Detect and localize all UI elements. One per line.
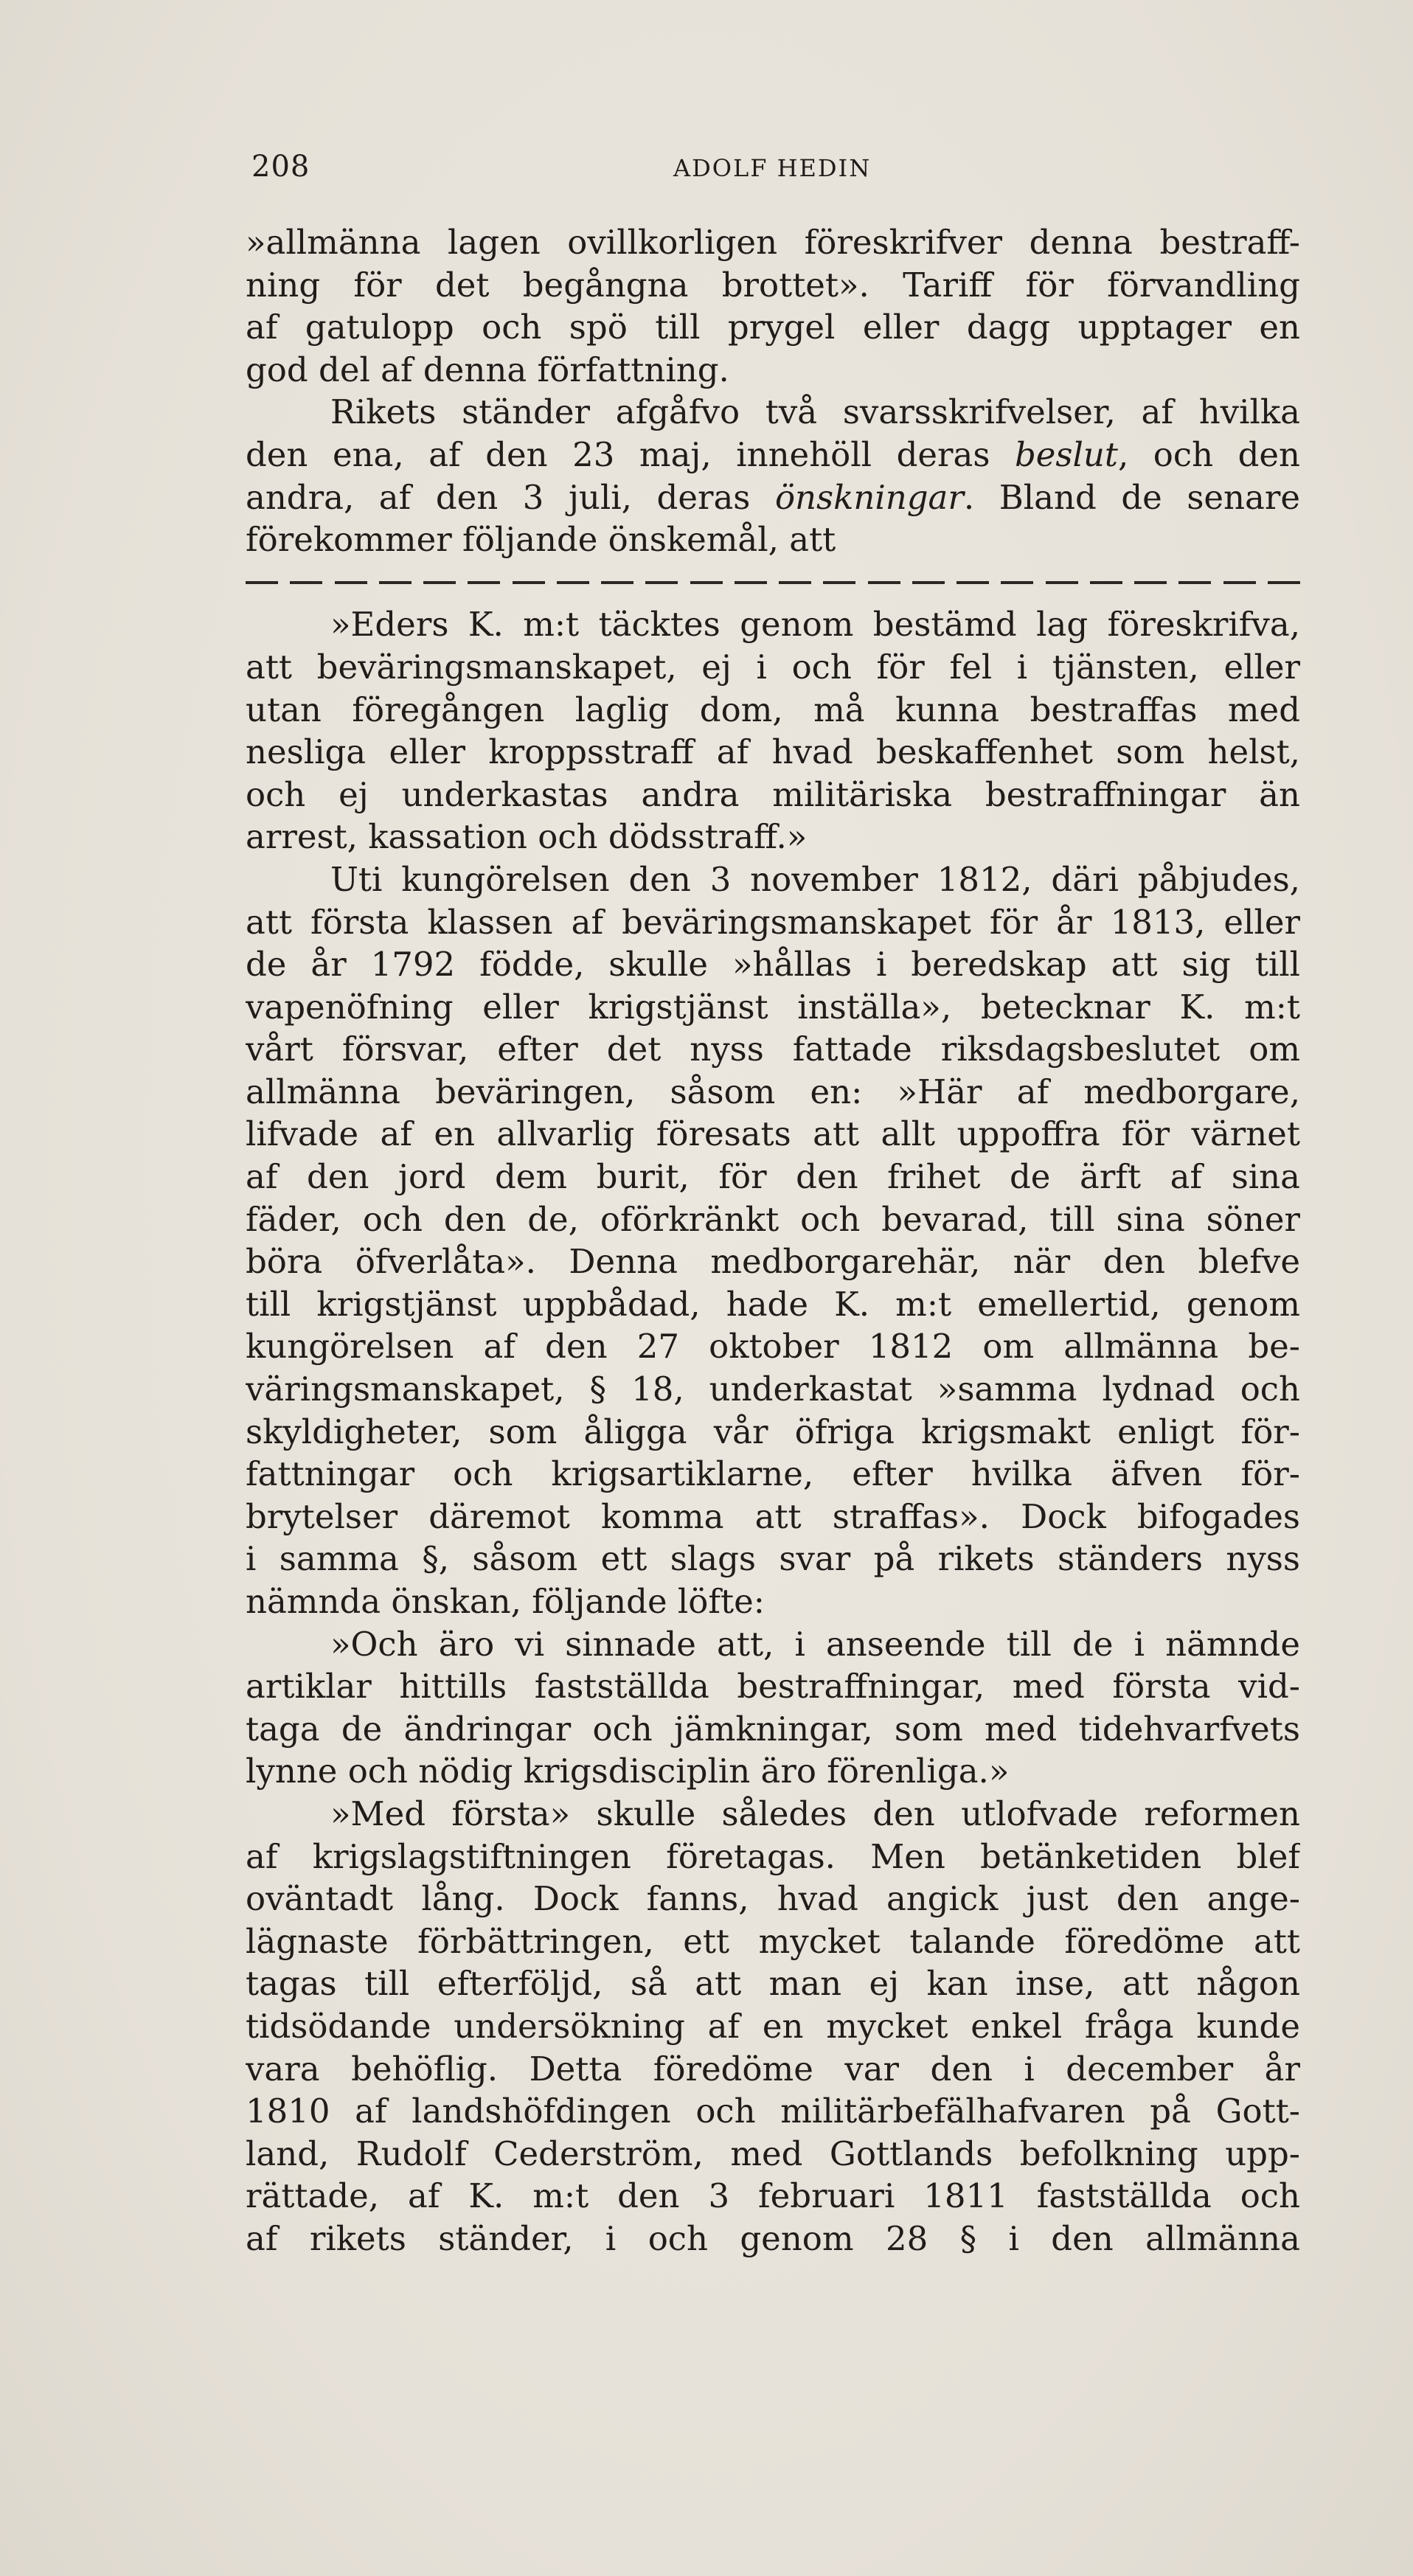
- text-line: ning för det begångna brottet». Tariff för förvandling: [246, 265, 1300, 305]
- dash: [1178, 581, 1211, 584]
- text-line: nesliga eller kroppsstraff af hvad beskaffenhet som helst,: [246, 732, 1300, 772]
- dash: [601, 581, 633, 584]
- dash: [1223, 581, 1256, 584]
- text-line: taga de ändringar och jämkningar, som med tidehvarfvets: [246, 1709, 1300, 1749]
- dash: [1268, 581, 1300, 584]
- text-line: lynne och nödig krigsdisciplin äro förenliga.»: [246, 1752, 1010, 1791]
- text-line: arrest, kassation och dödsstraff.»: [246, 817, 808, 857]
- dash: [1001, 581, 1033, 584]
- omission-dash-line: [246, 561, 1300, 604]
- text-line: af rikets ständer, i och genom 28 § i den allmänna: [246, 2218, 1300, 2258]
- text-line: fäder, och den de, oförkränkt och bevarad, till sina söner: [246, 1199, 1300, 1239]
- text-line: de år 1792 födde, skulle »hållas i beredskap att sig till: [246, 945, 1300, 985]
- text-line: i samma §, såsom ett slags svar på rikets ständers nyss: [246, 1539, 1300, 1579]
- dash: [823, 581, 855, 584]
- dash: [379, 581, 412, 584]
- text-line: förekommer följande önskemål, att: [246, 520, 836, 560]
- text-line: brytelser däremot komma att straffas». Dock bifogades: [246, 1496, 1300, 1536]
- running-head: ADOLF HEDIN: [673, 154, 872, 182]
- text-line: tagas till efterföljd, så att man ej kan inse, att någon: [246, 1964, 1300, 2004]
- dash: [645, 581, 678, 584]
- text-line: vapenöfning eller krigstjänst inställa», betecknar K. m:t: [246, 987, 1300, 1027]
- text-line: skyldigheter, som åligga vår öfriga krigsmakt enligt för-: [246, 1412, 1300, 1451]
- text-line: till krigstjänst uppbådad, hade K. m:t emellertid, genom: [246, 1284, 1300, 1324]
- text-line: af gatulopp och spö till prygel eller dagg upptager en: [246, 308, 1300, 347]
- dash: [1046, 581, 1078, 584]
- text-line: »Med första» skulle således den utlofvade reformen: [330, 1794, 1300, 1833]
- dash: [557, 581, 589, 584]
- text-line: lägnaste förbättringen, ett mycket talande föredöme att: [246, 1921, 1300, 1961]
- text-line: och ej underkastas andra militäriska bestraffningar än: [246, 774, 1300, 814]
- dash: [246, 581, 278, 584]
- text-line: tidsödande undersökning af en mycket enkel fråga kunde: [246, 2006, 1300, 2046]
- text-line: Uti kungörelsen den 3 november 1812, däri påbjudes,: [330, 859, 1300, 899]
- text-line: land, Rudolf Cederström, med Gottlands befolkning upp-: [246, 2134, 1300, 2173]
- text-line: oväntadt lång. Dock fanns, hvad angick just den ange-: [246, 1879, 1300, 1919]
- text-line: af krigslagstiftningen företagas. Men betänketiden blef: [246, 1836, 1300, 1876]
- text-line: andra, af den 3 juli, deras önskningar. Bland de senare: [246, 477, 1300, 517]
- dash: [290, 581, 322, 584]
- dash: [468, 581, 500, 584]
- dash: [1134, 581, 1167, 584]
- dash: [335, 581, 367, 584]
- text-line: af den jord dem burit, för den frihet de ärft af sina: [246, 1157, 1300, 1197]
- dash: [513, 581, 545, 584]
- dash: [1090, 581, 1122, 584]
- text-line: väringsmanskapet, § 18, underkastat »samma lydnad och: [246, 1369, 1300, 1409]
- text-line: kungörelsen af den 27 oktober 1812 om allmänna be-: [246, 1327, 1300, 1367]
- text-line: fattningar och krigsartiklarne, efter hvilka äfven för-: [246, 1454, 1300, 1494]
- text-line: allmänna beväringen, såsom en: »Här af medborgare,: [246, 1072, 1300, 1111]
- dash: [735, 581, 767, 584]
- text-line: böra öfverlåta». Denna medborgarehär, när den blefve: [246, 1242, 1300, 1282]
- text-line: utan föregången laglig dom, må kunna bestraffas med: [246, 690, 1300, 729]
- dash: [690, 581, 723, 584]
- page-header: [246, 144, 1300, 188]
- text-line: vara behöflig. Detta föredöme var den i december år: [246, 2049, 1300, 2089]
- text-line: »Eders K. m:t täcktes genom bestämd lag föreskrifva,: [330, 605, 1300, 645]
- text-line: 1810 af landshöfdingen och militärbefälhafvaren på Gott-: [246, 2091, 1300, 2131]
- text-line: den ena, af den 23 maj, innehöll deras beslut, och den: [246, 434, 1300, 474]
- text-line: vårt försvar, efter det nyss fattade riksdagsbeslutet om: [246, 1030, 1300, 1069]
- dash: [779, 581, 811, 584]
- body-text: [246, 221, 1300, 2260]
- dash: [957, 581, 989, 584]
- text-line: att beväringsmanskapet, ej i och för fel i tjänsten, eller: [246, 647, 1300, 687]
- text-line: lifvade af en allvarlig föresats att allt uppoffra för värnet: [246, 1114, 1300, 1154]
- text-line: »allmänna lagen ovillkorligen föreskrifver denna bestraff-: [246, 223, 1300, 262]
- text-line: »Och äro vi sinnade att, i anseende till de i nämnde: [330, 1624, 1300, 1664]
- text-line: god del af denna författning.: [246, 350, 729, 389]
- text-line: att första klassen af beväringsmanskapet för år 1813, eller: [246, 902, 1300, 942]
- dash: [868, 581, 900, 584]
- text-line: artiklar hittills fastställda bestraffningar, med första vid-: [246, 1667, 1300, 1707]
- text-line: rättade, af K. m:t den 3 februari 1811 fastställda och: [246, 2176, 1300, 2216]
- dash: [912, 581, 945, 584]
- page-number: 208: [251, 150, 310, 184]
- text-line: nämnda önskan, följande löfte:: [246, 1582, 765, 1621]
- dash: [423, 581, 456, 584]
- text-line: Rikets ständer afgåfvo två svarsskrifvelser, af hvilka: [330, 392, 1300, 432]
